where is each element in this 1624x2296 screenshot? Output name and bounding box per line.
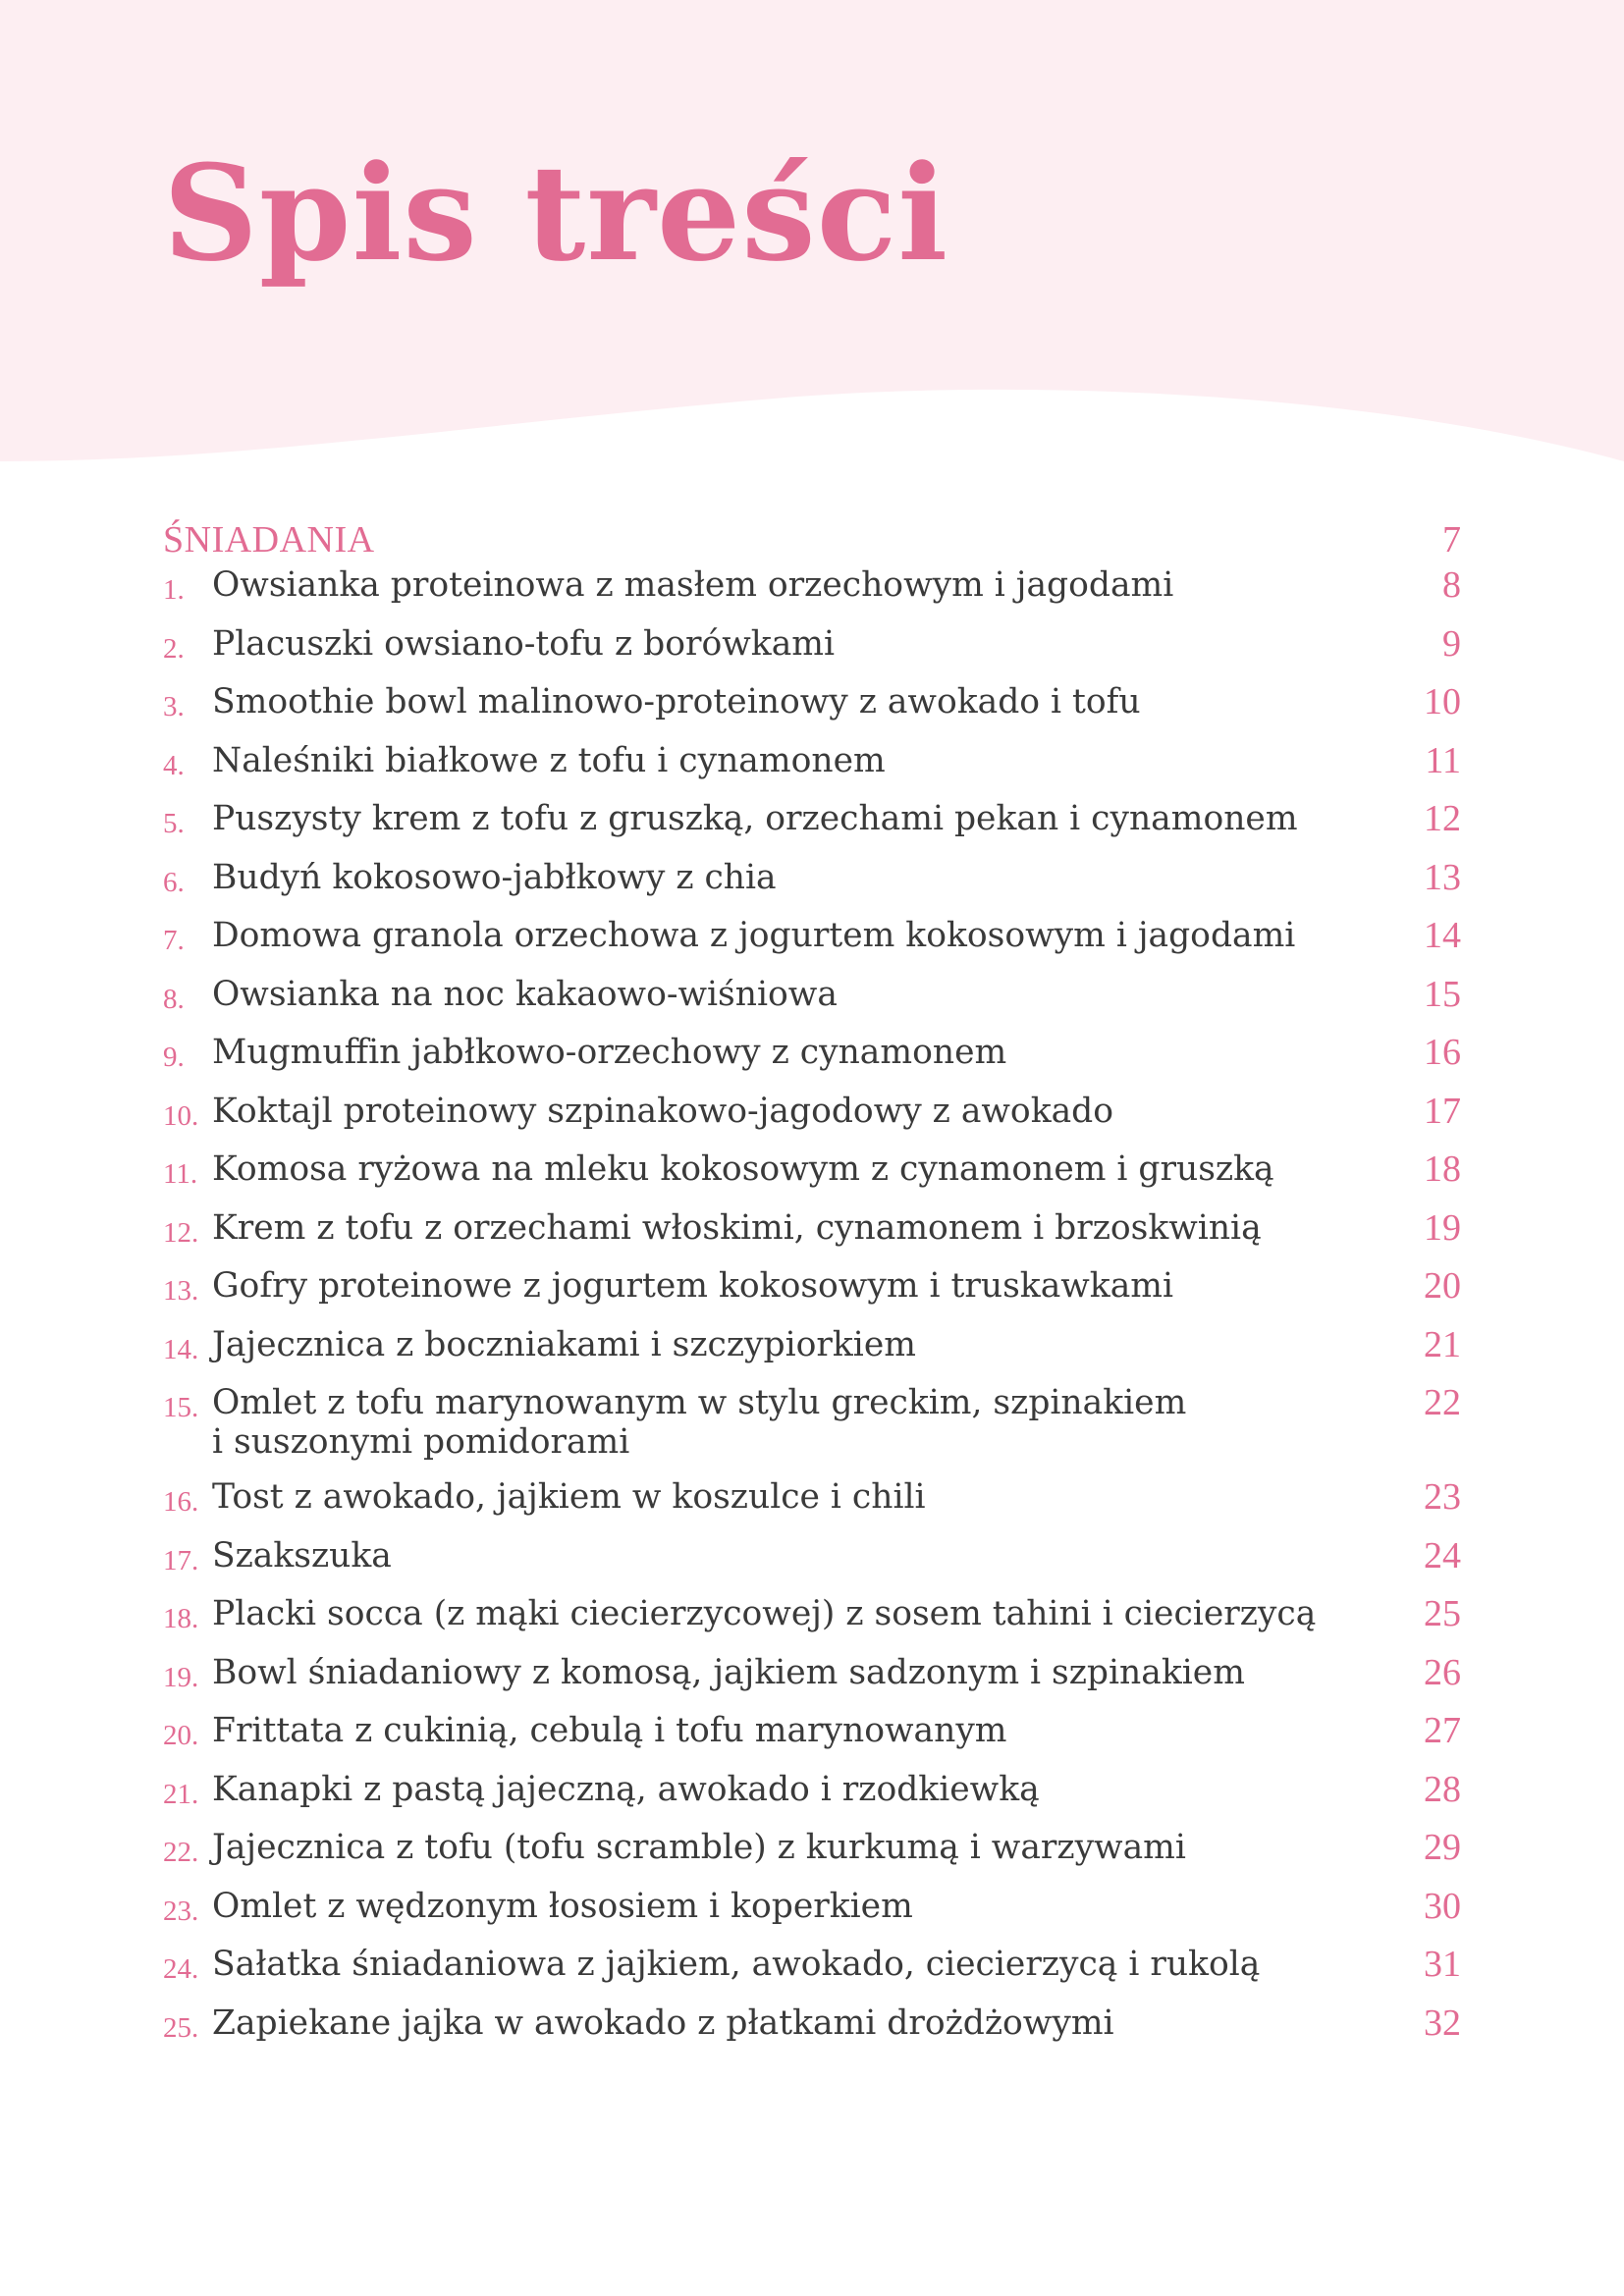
entry-title: Jajecznica z tofu (tofu scramble) z kurkumą i warzywami: [212, 1828, 1186, 1867]
toc-entry[interactable]: [163, 1092, 1461, 1150]
entry-number: 11.: [163, 1158, 198, 1190]
section-title: ŚNIADANIA: [163, 519, 375, 561]
toc-entry[interactable]: [163, 799, 1461, 858]
entry-title: Domowa granola orzechowa z jogurtem kokosowym i jagodami: [212, 916, 1296, 955]
toc-entry[interactable]: [163, 682, 1461, 741]
entry-title: Gofry proteinowe z jogurtem kokosowym i truskawkami: [212, 1266, 1174, 1306]
toc-entry[interactable]: [163, 1887, 1461, 1946]
entry-page-number: 15: [1424, 973, 1461, 1015]
toc-entry[interactable]: [163, 1536, 1461, 1595]
toc-entry[interactable]: [163, 916, 1461, 975]
entry-page-number: 29: [1424, 1827, 1461, 1868]
entry-number: 2.: [163, 632, 185, 665]
entry-title: Szakszuka: [212, 1535, 392, 1575]
entry-page-number: 10: [1424, 681, 1461, 722]
toc-entry[interactable]: [163, 1653, 1461, 1712]
entry-title: Naleśniki białkowe z tofu i cynamonem: [212, 740, 886, 780]
entry-title: Jajecznica z boczniakami i szczypiorkiem: [212, 1324, 916, 1364]
entry-number: 20.: [163, 1720, 199, 1751]
entry-page-number: 13: [1424, 856, 1461, 898]
entry-number: 18.: [163, 1603, 199, 1634]
page-title: Spis treści: [163, 135, 949, 291]
entry-page-number: 22: [1424, 1382, 1461, 1423]
entry-title: Placuszki owsiano-tofu z borówkami: [212, 623, 836, 664]
toc-entry[interactable]: [163, 1828, 1461, 1887]
toc-section-header[interactable]: [163, 510, 1461, 565]
entry-page-number: 12: [1424, 798, 1461, 839]
entry-page-number: 9: [1442, 622, 1461, 665]
entry-title: Sałatka śniadaniowa z jajkiem, awokado, ciecierzycą i rukolą: [212, 1945, 1261, 1984]
entry-title: Krem z tofu z orzechami włoskimi, cynamonem i brzoskwinią: [212, 1207, 1262, 1248]
toc-entry[interactable]: [163, 1033, 1461, 1092]
entry-title: Tost z awokado, jajkiem w koszulce i chili: [212, 1477, 926, 1517]
entry-page-number: 14: [1424, 915, 1461, 956]
entry-number: 22.: [163, 1837, 199, 1868]
toc-entry[interactable]: [163, 1477, 1461, 1536]
entry-title: Kanapki z pastą jajeczną, awokado i rzodkiewką: [212, 1769, 1040, 1809]
section-page-number: 7: [1442, 519, 1461, 561]
toc-entry[interactable]: [163, 1383, 1461, 1477]
toc-entry[interactable]: [163, 1325, 1461, 1384]
entry-title: Komosa ryżowa na mleku kokosowym z cynamonem i gruszką: [212, 1149, 1274, 1189]
entry-title: Omlet z tofu marynowanym w stylu greckim, szpinakiem i suszonymi pomidorami: [212, 1383, 1187, 1462]
entry-number: 8.: [163, 983, 185, 1015]
toc-entry[interactable]: [163, 975, 1461, 1034]
entry-number: 25.: [163, 2011, 199, 2044]
entry-page-number: 25: [1424, 1593, 1461, 1634]
entry-number: 17.: [163, 1544, 199, 1576]
entry-page-number: 32: [1424, 2002, 1461, 2044]
entry-number: 3.: [163, 691, 185, 722]
entry-page-number: 24: [1424, 1534, 1461, 1576]
entry-title: Smoothie bowl malinowo-proteinowy z awokado i tofu: [212, 682, 1141, 721]
toc-entry[interactable]: [163, 1594, 1461, 1653]
entry-number: 10.: [163, 1099, 199, 1132]
entry-page-number: 23: [1424, 1476, 1461, 1518]
toc-entry[interactable]: [163, 1149, 1461, 1208]
toc-entry[interactable]: [163, 1266, 1461, 1325]
entry-page-number: 8: [1442, 564, 1461, 606]
toc-entry[interactable]: [163, 565, 1461, 624]
entry-number: 16.: [163, 1486, 199, 1518]
toc-entry[interactable]: [163, 2003, 1461, 2062]
entry-page-number: 26: [1424, 1651, 1461, 1693]
entry-number: 23.: [163, 1895, 199, 1927]
entry-number: 19.: [163, 1661, 199, 1693]
entry-page-number: 28: [1424, 1768, 1461, 1810]
entry-number: 24.: [163, 1953, 199, 1985]
entry-title: Frittata z cukinią, cebulą i tofu marynowanym: [212, 1711, 1007, 1750]
entry-number: 21.: [163, 1778, 199, 1810]
entry-number: 4.: [163, 749, 185, 781]
entry-page-number: 16: [1424, 1032, 1461, 1073]
entry-number: 1.: [163, 574, 185, 606]
entry-page-number: 18: [1424, 1148, 1461, 1190]
toc-entry[interactable]: [163, 1770, 1461, 1829]
entry-number: 7.: [163, 925, 185, 956]
entry-number: 15.: [163, 1392, 199, 1423]
entry-title: Budyń kokosowo-jabłkowy z chia: [212, 857, 777, 897]
entry-title: Placki socca (z mąki ciecierzycowej) z sosem tahini i ciecierzycą: [212, 1594, 1317, 1633]
entry-page-number: 17: [1424, 1090, 1461, 1132]
entry-title: Zapiekane jajka w awokado z płatkami drożdżowymi: [212, 2002, 1114, 2043]
entry-title: Owsianka proteinowa z masłem orzechowym i jagodami: [212, 565, 1174, 605]
entry-title: Puszysty krem z tofu z gruszką, orzechami pekan i cynamonem: [212, 799, 1298, 838]
entry-number: 12.: [163, 1216, 199, 1249]
entry-title: Koktajl proteinowy szpinakowo-jagodowy z awokado: [212, 1091, 1114, 1131]
entry-number: 5.: [163, 808, 185, 839]
entry-page-number: 11: [1425, 739, 1461, 781]
table-of-contents: [163, 510, 1461, 2061]
entry-page-number: 20: [1424, 1265, 1461, 1307]
toc-entry[interactable]: [163, 624, 1461, 683]
entry-title: Mugmuffin jabłkowo-orzechowy z cynamonem: [212, 1033, 1007, 1072]
toc-entry[interactable]: [163, 1711, 1461, 1770]
entry-page-number: 19: [1424, 1206, 1461, 1249]
entry-title: Owsianka na noc kakaowo-wiśniowa: [212, 974, 838, 1014]
entry-number: 14.: [163, 1333, 199, 1365]
toc-entries-list: [163, 565, 1461, 2061]
entry-title: Bowl śniadaniowy z komosą, jajkiem sadzonym i szpinakiem: [212, 1652, 1245, 1692]
entry-page-number: 21: [1424, 1323, 1461, 1365]
entry-page-number: 31: [1424, 1944, 1461, 1985]
entry-title: Omlet z wędzonym łososiem i koperkiem: [212, 1886, 913, 1926]
entry-number: 9.: [163, 1041, 185, 1073]
entry-number: 6.: [163, 866, 185, 898]
toc-entry[interactable]: [163, 858, 1461, 917]
entry-page-number: 27: [1424, 1710, 1461, 1751]
entry-page-number: 30: [1424, 1885, 1461, 1927]
entry-number: 13.: [163, 1275, 199, 1307]
toc-entry[interactable]: [163, 1208, 1461, 1267]
toc-entry[interactable]: [163, 1945, 1461, 2003]
toc-entry[interactable]: [163, 741, 1461, 800]
